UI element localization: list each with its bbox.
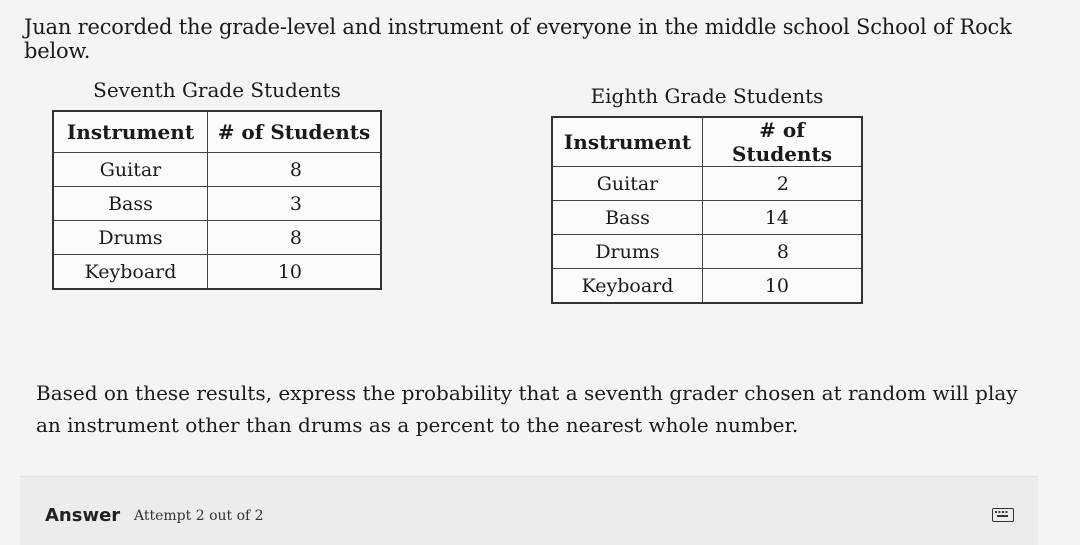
instrument-cell: Bass [552, 201, 703, 235]
count-cell: 14 [703, 201, 863, 235]
instrument-cell: Drums [552, 235, 703, 269]
eighth-grade-table-block [551, 84, 863, 304]
table-row [552, 235, 862, 269]
seventh-grade-title: Seventh Grade Students [93, 78, 341, 102]
intro-text: Juan recorded the grade-level and instrument of everyone in the middle school School of Rock below. [24, 15, 1012, 63]
table-row [552, 201, 862, 235]
answer-bar [20, 476, 1038, 545]
answer-label: Answer [45, 505, 121, 526]
instrument-cell: Guitar [53, 153, 208, 187]
table-row [552, 269, 862, 304]
table-row [53, 153, 381, 187]
table-row [53, 255, 381, 290]
column-header-count: # of Students [208, 111, 382, 153]
instrument-cell: Bass [53, 187, 208, 221]
attempt-counter: Attempt 2 out of 2 [134, 508, 264, 524]
table-header-row [53, 111, 381, 153]
count-cell: 8 [208, 221, 382, 255]
table-row [552, 167, 862, 201]
instrument-cell: Keyboard [53, 255, 208, 290]
count-cell: 3 [208, 187, 382, 221]
count-cell: 10 [208, 255, 382, 290]
keyboard-icon[interactable] [992, 508, 1014, 522]
table-row [53, 221, 381, 255]
count-cell: 10 [703, 269, 863, 304]
eighth-grade-table [551, 116, 863, 304]
eighth-grade-title: Eighth Grade Students [590, 84, 824, 108]
count-cell: 8 [703, 235, 863, 269]
table-row [53, 187, 381, 221]
seventh-grade-table-block [52, 78, 382, 290]
count-cell: 2 [703, 167, 863, 201]
column-header-instrument: Instrument [552, 117, 703, 167]
table-header-row [552, 117, 862, 167]
instrument-cell: Drums [53, 221, 208, 255]
seventh-grade-table [52, 110, 382, 290]
question-text: Based on these results, express the probability that a seventh grader chosen at random will play an instrument other than drums as a percent to the nearest whole number. [36, 381, 1018, 437]
instrument-cell: Keyboard [552, 269, 703, 304]
count-cell: 8 [208, 153, 382, 187]
column-header-count: # of Students [703, 117, 863, 167]
column-header-instrument: Instrument [53, 111, 208, 153]
instrument-cell: Guitar [552, 167, 703, 201]
